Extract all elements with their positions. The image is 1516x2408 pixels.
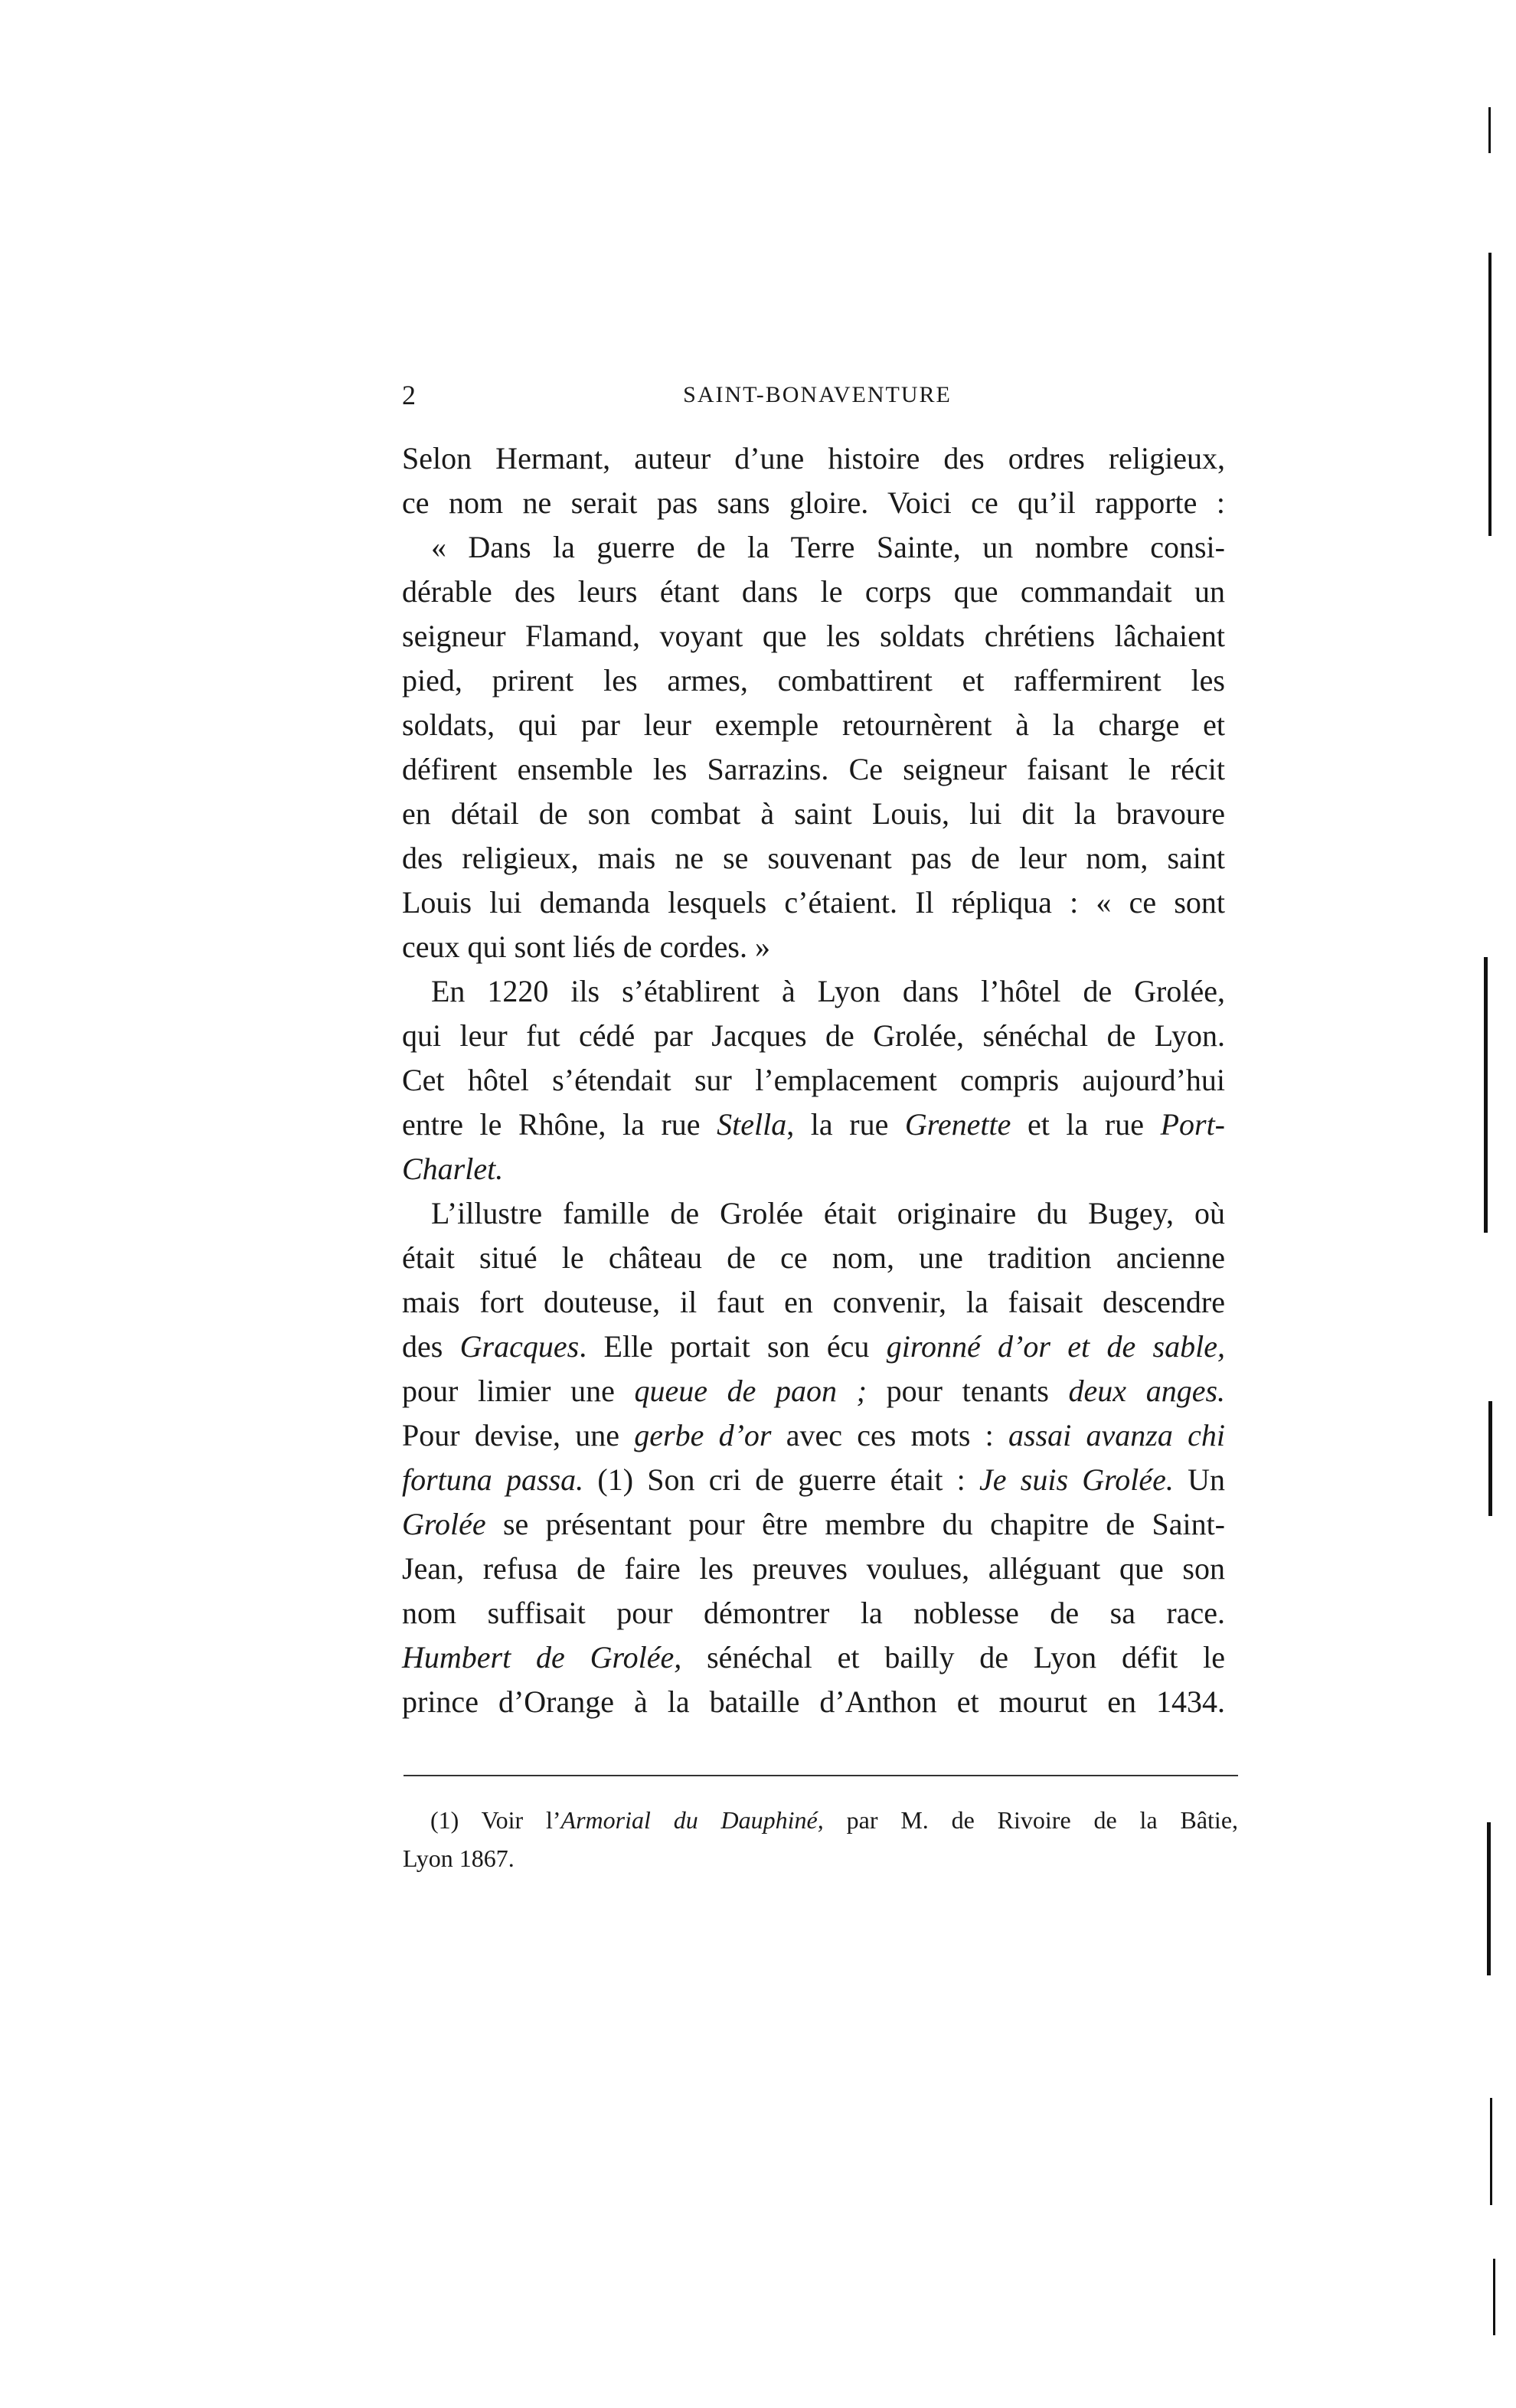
footnote-line: Lyon 1867. — [403, 1844, 515, 1872]
text-line: fortuna passa. (1) Son cri de guerre était : Je suis Grolée. Un — [402, 1462, 1226, 1497]
text-line: en détail de son combat à saint Louis, lui dit la bravoure — [402, 796, 1225, 831]
scan-margin-mark — [1488, 253, 1491, 536]
text-line: qui leur fut cédé par Jacques de Grolée, sénéchal de Lyon. — [402, 1018, 1225, 1053]
text-line: Humbert de Grolée, sénéchal et bailly de Lyon défit le — [402, 1640, 1225, 1674]
footnote-line: (1) Voir l’Armorial du Dauphiné, par M. de Rivoire de la Bâtie, — [430, 1806, 1239, 1834]
scan-margin-mark — [1488, 1401, 1492, 1516]
text-line: mais fort douteuse, il faut en convenir, la faisait descendre — [402, 1285, 1225, 1319]
running-head — [402, 379, 1233, 417]
text-line: Grolée se présentant pour être membre du chapitre de Saint- — [402, 1507, 1225, 1541]
text-line: était situé le château de ce nom, une tradition ancienne — [402, 1240, 1225, 1275]
text-line: soldats, qui par leur exemple retournèrent à la charge et — [402, 707, 1225, 742]
text-line: L’illustre famille de Grolée était originaire du Bugey, où — [431, 1196, 1225, 1230]
text-line: Cet hôtel s’étendait sur l’emplacement compris aujourd’hui — [402, 1063, 1225, 1097]
text-line: prince d’Orange à la bataille d’Anthon et mourut en 1434. — [402, 1684, 1225, 1719]
text-line: nom suffisait pour démontrer la noblesse de sa race. — [402, 1596, 1225, 1630]
text-line: ce nom ne serait pas sans gloire. Voici ce qu’il rapporte : — [402, 485, 1225, 520]
text-line: Selon Hermant, auteur d’une histoire des ordres religieux, — [402, 441, 1225, 475]
text-line: Louis lui demanda lesquels c’étaient. Il répliqua : « ce sont — [402, 885, 1225, 920]
text-line: des religieux, mais ne se souvenant pas de leur nom, saint — [402, 841, 1225, 875]
scan-margin-mark — [1484, 957, 1488, 1233]
running-title: SAINT-BONAVENTURE — [683, 382, 952, 407]
page-number: 2 — [402, 380, 416, 410]
text-line: défirent ensemble les Sarrazins. Ce seigneur faisant le récit — [402, 752, 1225, 786]
footnote — [403, 1801, 1239, 1877]
text-line: seigneur Flamand, voyant que les soldats chrétiens lâchaient — [402, 619, 1225, 653]
text-line: pied, prirent les armes, combattirent et raffermirent les — [402, 663, 1225, 698]
text-line: « Dans la guerre de la Terre Sainte, un nombre consi- — [431, 530, 1225, 564]
scan-margin-mark — [1490, 2098, 1492, 2205]
text-line: Pour devise, une gerbe d’or avec ces mots : assai avanza chi — [402, 1418, 1225, 1452]
text-line: En 1220 ils s’établirent à Lyon dans l’hôtel de Grolée, — [431, 974, 1225, 1008]
scan-margin-mark — [1493, 2259, 1495, 2335]
footnote-rule — [404, 1775, 1238, 1776]
text-line: Jean, refusa de faire les preuves voulues, alléguant que son — [402, 1551, 1225, 1586]
text-line: entre le Rhône, la rue Stella, la rue Grenette et la rue Port- — [402, 1107, 1225, 1142]
scan-margin-mark — [1487, 1822, 1491, 1975]
text-line: des Gracques. Elle portait son écu gironné d’or et de sable, — [402, 1329, 1225, 1364]
text-line: Charlet. — [402, 1152, 504, 1186]
text-line: pour limier une queue de paon ; pour tenants deux anges. — [402, 1374, 1226, 1408]
text-line: ceux qui sont liés de cordes. » — [402, 930, 770, 964]
body-text — [402, 436, 1225, 1724]
scan-margin-mark — [1488, 107, 1491, 153]
text-line: dérable des leurs étant dans le corps que commandait un — [402, 574, 1225, 609]
